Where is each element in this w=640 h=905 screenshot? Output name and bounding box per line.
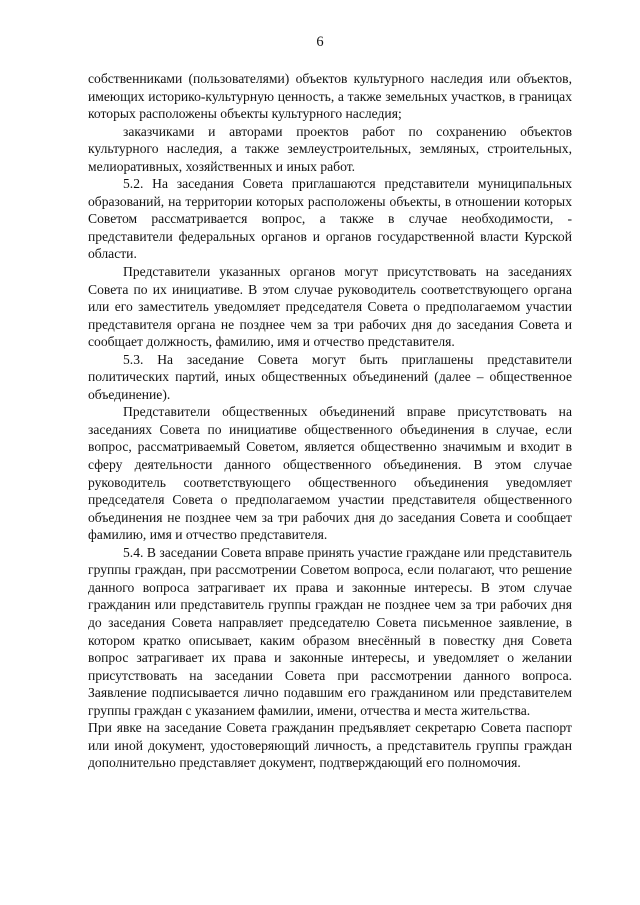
paragraph-citizen-arrival: При явке на заседание Совета гражданин предъявляет секретарю Совета паспорт или иной документ, удостоверяющий личность, а представитель группы граждан дополнительно представляет документ, подтверждающий его полномочия. [88,720,572,771]
paragraph-authority-representatives: Представители указанных органов могут присутствовать на заседаниях Совета по их инициативе. В этом случае руководитель соответствующего органа или его заместитель уведомляет председателя Совета о предполагаемом участии представителя органа не позднее чем за три рабочих дня до заседания Совета и сообщает должность, фамилию, имя и отчество представителя. [88,264,572,350]
page-number: 6 [316,34,324,50]
paragraph-owners-continuation: собственниками (пользователями) объектов культурного наследия или объектов, имеющих историко-культурную ценность, а также земельных участков, в границах которых расположены объекты культурного наследия; [88,71,572,122]
document-body [88,70,572,772]
paragraph-5-2: 5.2. На заседания Совета приглашаются представители муниципальных образований, на территории которых расположены объекты, в отношении которых Советом рассматривается вопрос, а также в случае необходимости, - представители федеральных органов и органов государственной власти Курской области. [88,176,572,262]
paragraph-5-4: 5.4. В заседании Совета вправе принять участие граждане или представитель группы граждан, при рассмотрении Советом вопроса, если полагают, что решение данного вопроса затрагивает их права и законные интересы. В этом случае гражданин или представитель группы граждан не позднее чем за три рабочих дня до заседания Совета направляет председателю Совета письменное заявление, в котором кратко описывает, каким образом внесённый в повестку дня Совета вопрос затрагивает их права и законные интересы, и уведомляет о желании присутствовать на заседании Совета при рассмотрении данного вопроса. Заявление подписывается лично подавшим его гражданином или представителем группы граждан с указанием фамилии, имени, отчества и места жительства. [88,544,572,718]
paragraph-public-associations: Представители общественных объединений вправе присутствовать на заседаниях Совета по инициативе общественного объединения в случае, если вопрос, рассматриваемый Советом, является общественно значимым и входит в сферу деятельности данного общественного объединения. В этом случае руководитель соответствующего общественного объединения уведомляет председателя Совета о предполагаемом участии представителя общественного объединения не позднее чем за три рабочих дня до заседания Совета и сообщает фамилию, имя и отчество представителя. [88,404,572,543]
paragraph-5-3: 5.3. На заседание Совета могут быть приглашены представители политических партий, иных общественных объединений (далее – общественное объединение). [88,351,572,402]
paragraph-customers-authors: заказчиками и авторами проектов работ по сохранению объектов культурного наследия, а также землеустроительных, земляных, строительных, мелиоративных, хозяйственных и иных работ. [88,123,572,174]
